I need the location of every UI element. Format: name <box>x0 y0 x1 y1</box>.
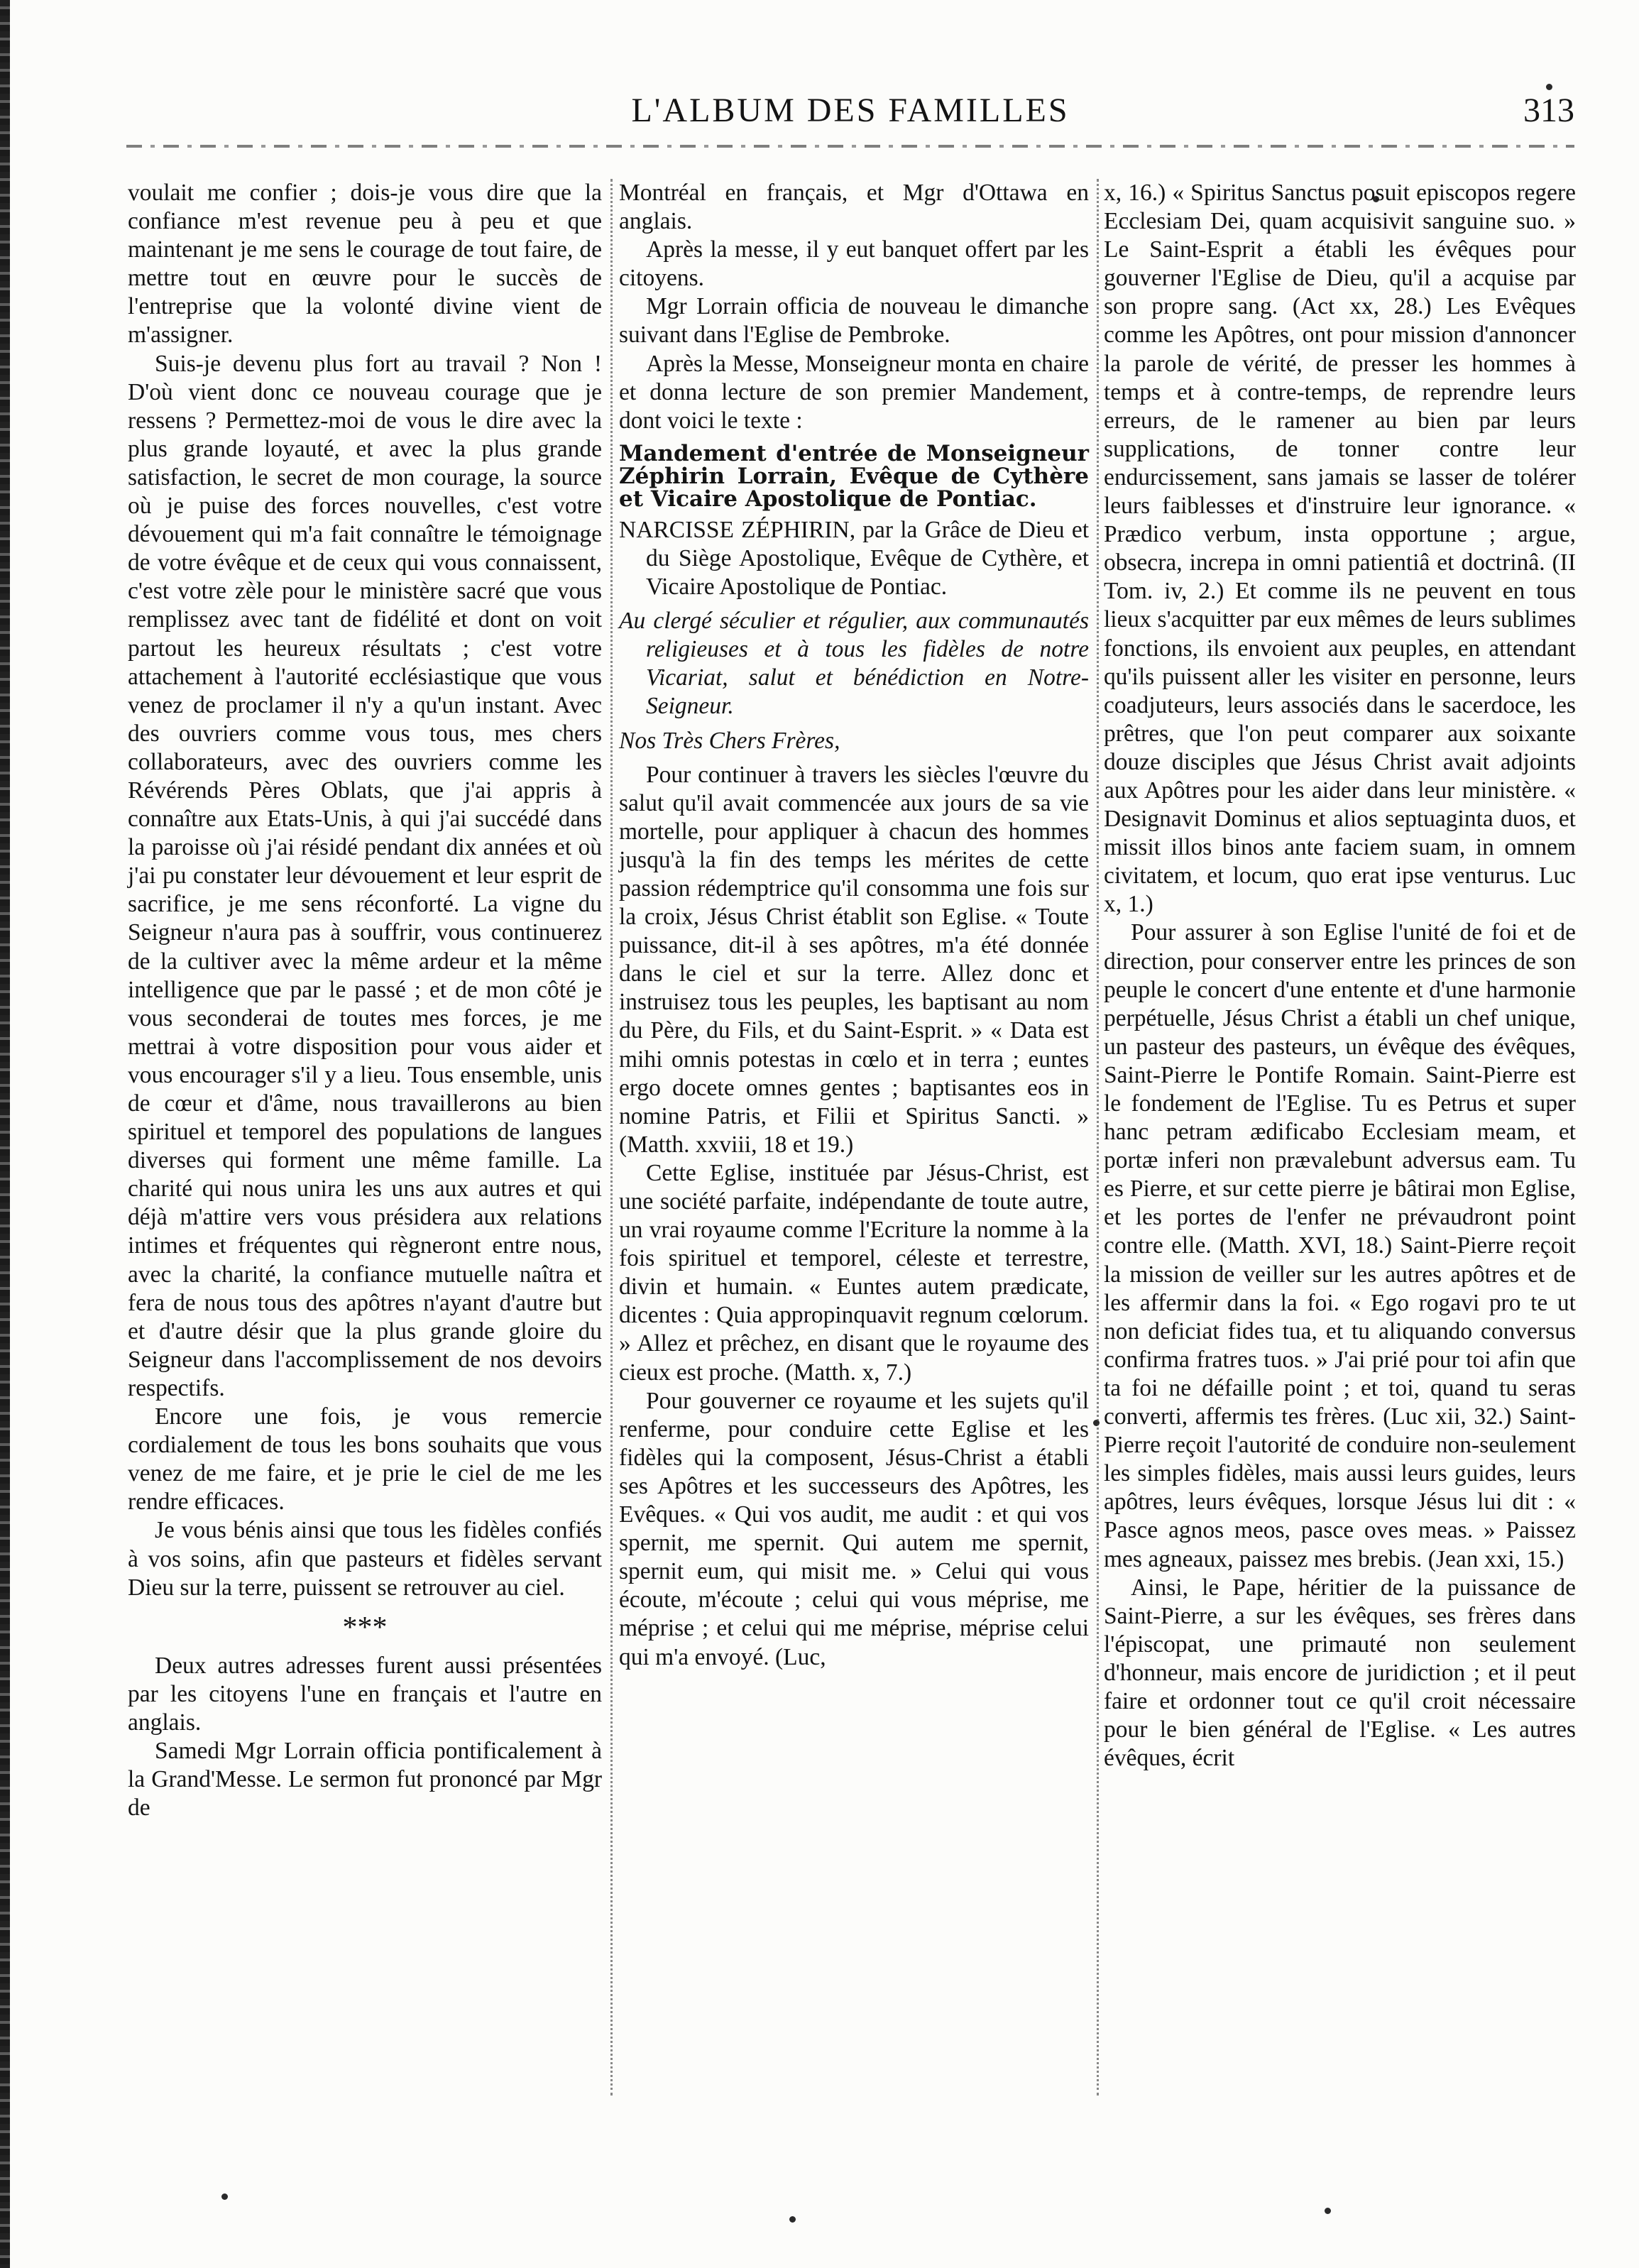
column-2 <box>619 179 1089 1672</box>
header-rule <box>126 145 1574 148</box>
running-title: L'ALBUM DES FAMILLES <box>631 92 1070 129</box>
paragraph: Encore une fois, je vous remercie cordialement de tous les bons souhaits que vous venez de me faire, et je prie le ciel de me les rendre efficaces. <box>128 1403 602 1516</box>
paragraph: Suis-je devenu plus fort au travail ? Non ! D'où vient donc ce nouveau courage que je ressens ? Permettez-moi de vous le dire avec la plus grande loyauté, et avec la plus grande satisfaction, le secret de mon courage, la source où je puise des forces nouvelles, c'est votre dévouement qui m'a fait connaître le témoignage de votre évêque et de ceux qui vous connaissent, c'est votre zèle pour le ministère sacré que vous remplissez avec tant de fidélité et dont on voit partout les heureux résultats ; c'est votre attachement à l'autorité ecclésiastique que vous venez de proclamer il n'y a qu'un instant. Avec des ouvriers comme vous tous, mes chers collaborateurs, avec des ouvriers comme les Révérends Pères Oblats, que j'ai appris à connaître aux Etats-Unis, à qui j'ai succédé dans la paroisse où j'ai résidé pendant dix années et où j'ai pu constater leur dévouement et leur esprit de sacrifice, je me sens réconforté. La vigne du Seigneur n'aura pas à souffrir, vous continuerez de la cultiver avec la même ardeur et la même intelligence que par le passé ; et de mon côté je vous seconderai de toutes mes forces, je me mettrai à votre disposition pour vous aider et vous encourager s'il y a lieu. Tous ensemble, unis de cœur et d'âme, nous travaillerons au bien spirituel et temporel des populations de langues diverses qui forment une même famille. La charité qui nous unira les uns aux autres et qui déjà m'attire vers vous présidera aux relations intimes et fréquentes qui règneront entre nous, avec la charité, la confiance mutuelle naîtra et fera de nous tous des apôtres n'ayant d'autre but et d'autre désir que la plus grande gloire du Seigneur dans l'accomplissement de nos devoirs respectifs. <box>128 350 602 1401</box>
page-number: 313 <box>1523 92 1574 129</box>
paragraph: Deux autres adresses furent aussi présentées par les citoyens l'une en français et l'autre en anglais. <box>128 1652 602 1736</box>
print-mark <box>221 2193 228 2200</box>
paragraph: voulait me confier ; dois-je vous dire que la confiance m'est revenue peu à peu et que maintenant je me sens le courage de tout faire, de mettre tout en œuvre pour le succès de l'entreprise que la volonté divine vient de m'assigner. <box>128 180 602 349</box>
section-asterism: *** <box>342 1611 388 1644</box>
paragraph: Après la messe, il y eut banquet offert par les citoyens. <box>619 236 1089 292</box>
salutation: Nos Très Chers Frères, <box>619 727 840 754</box>
addressees: Au clergé séculier et régulier, aux communautés religieuses et à tous les fidèles de notre Vicariat, salut et bénédiction en Notre-Seigneur. <box>619 608 1089 720</box>
bishop-intitulation: NARCISSE ZÉPHIRIN, par la Grâce de Dieu et du Siège Apostolique, Evêque de Cythère, et Vicaire Apostolique de Pontiac. <box>619 516 1089 601</box>
column-divider <box>1097 179 1099 2096</box>
column-1 <box>128 179 602 1822</box>
paragraph: x, 16.) « Spiritus Sanctus posuit episcopos regere Ecclesiam Dei, quam acquisivit sanguine suo. » Le Saint-Esprit a établi les évêques pour gouverner l'Eglise de Dieu, qu'il a acquise par son propre sang. (Act xx, 28.) Les Evêques comme les Apôtres, ont pour mission d'annoncer la parole de vérité, de presser les hommes à temps et à contre-temps, de reprendre leurs erreurs, de le ramener au bien par leurs supplications, de tonner contre leur endurcissement, sans jamais se lasser de tolérer leurs faiblesses et d'instruire leur ignorance. « Prædico verbum, insta opportune ; argue, obsecra, increpa in omni patientiâ et doctrinâ. (II Tom. iv, 2.) Et comme ils ne peuvent en tous lieux s'acquitter par eux mêmes de leurs sublimes fonctions, ils envoient aux peuples, en attendant qu'ils puissent aller les visiter en personne, leurs coadjuteurs, leurs associés dans le sacerdoce, les prêtres, que l'on peut comparer aux soixante douze disciples que Jésus Christ avait adjoints aux Apôtres pour les aider dans leur ministère. « Designavit Dominus et alios septuaginta duos, et missit illos binos ante faciem suam, in omnem civitatem, et locum, quo erat ipse venturus. Luc x, 1.) <box>1104 180 1576 918</box>
paragraph: Mgr Lorrain officia de nouveau le dimanche suivant dans l'Eglise de Pembroke. <box>619 293 1089 349</box>
paragraph: Ainsi, le Pape, héritier de la puissance de Saint-Pierre, a sur les évêques, ses frères dans l'épiscopat, une primauté non seulement d'honneur, mais encore de juridiction ; et il peut faire et ordonner tout ce qu'il croit nécessaire pour le bien général de l'Eglise. « Les autres évêques, écrit <box>1104 1574 1576 1772</box>
mandement-title: Mandement d'entrée de Monseigneur Zéphirin Lorrain, Evêque de Cythère et Vicaire Apostolique de Pontiac. <box>619 440 1089 512</box>
page-binding-edge <box>0 0 10 2268</box>
paragraph: Pour continuer à travers les siècles l'œuvre du salut qu'il avait commencée aux jours de sa vie mortelle, pour appliquer à chacun des hommes jusqu'à la fin des temps les mérites de cette passion rédemptrice qu'il consomma une fois sur la croix, Jésus Christ établit son Eglise. « Toute puissance, dit-il à ses apôtres, m'a été donnée dans le ciel et sur la terre. Allez donc et instruisez tous les peuples, les baptisant au nom du Père, du Fils, et du Saint-Esprit. » « Data est mihi omnis potestas in cœlo et in terra ; euntes ergo docete omnes gentes ; baptisantes eos in nomine Patris, et Filii et Spiritus Sancti. » (Matth. xxviii, 18 et 19.) <box>619 761 1089 1158</box>
paragraph: Après la Messe, Monseigneur monta en chaire et donna lecture de son premier Mandement, dont voici le texte : <box>619 350 1089 434</box>
paragraph: Samedi Mgr Lorrain officia pontificalement à la Grand'Messe. Le sermon fut prononcé par Mgr de <box>128 1737 602 1821</box>
page-header <box>126 91 1574 148</box>
paragraph: Je vous bénis ainsi que tous les fidèles confiés à vos soins, afin que pasteurs et fidèles servant Dieu sur la terre, puissent se retrouver au ciel. <box>128 1517 602 1601</box>
print-mark <box>1546 84 1552 90</box>
paragraph: Pour gouverner ce royaume et les sujets qu'il renferme, pour conduire cette Eglise et les fidèles qui la composent, Jésus-Christ a établi ses Apôtres et les successeurs des Apôtres, les Evêques. « Qui vos audit, me audit : et qui vos spernit, me spernit. Qui autem me spernit, spernit eum, qui misit me. » Celui qui vous écoute, m'écoute ; celui qui vous méprise, me méprise ; et celui qui me méprise, méprise celui qui m'a envoyé. (Luc, <box>619 1387 1089 1670</box>
column-3 <box>1104 179 1576 1773</box>
column-divider <box>610 179 613 2096</box>
print-mark <box>1325 2208 1331 2214</box>
paragraph: Pour assurer à son Eglise l'unité de foi et de direction, pour conserver entre les princes de son peuple le concert d'une entente et d'une harmonie perpétuelle, Jésus Christ a établi un chef unique, un pasteur des pasteurs, un évêque des évêques, Saint-Pierre le Pontife Romain. Saint-Pierre est le fondement de l'Eglise. Tu es Petrus et super hanc petram ædificabo Ecclesiam meam, et portæ inferi non prævalebunt adversus eam. Tu es Pierre, et sur cette pierre je bâtirai mon Eglise, et les portes de l'enfer ne prévaudront point contre elle. (Matth. XVI, 18.) Saint-Pierre reçoit la mission de veiller sur les autres apôtres et de les affermir dans la foi. « Ego rogavi pro te ut non deficiat fides tua, et tu aliquando conversus confirma fratres tuos. » J'ai prié pour toi afin que ta foi ne défaille point ; et toi, quand tu seras converti, affermis tes frères. (Luc xii, 32.) Saint-Pierre reçoit l'autorité de conduire non-seulement les simples fidèles, mais aussi leurs guides, leurs apôtres, leurs évêques, lorsque Jésus lui dit : « Pasce agnos meos, pasce oves meas. » Paissez mes agneaux, paissez mes brebis. (Jean xxi, 15.) <box>1104 919 1576 1572</box>
paragraph: Cette Eglise, instituée par Jésus-Christ, est une société parfaite, indépendante de toute autre, un vrai royaume comme l'Ecriture la nomme à la fois spirituel et temporel, céleste et terrestre, divin et humain. « Euntes autem prædicate, dicentes : Quia appropinquavit regnum cœlorum. » Allez et prêchez, en disant que le royaume des cieux est proche. (Matth. x, 7.) <box>619 1159 1089 1386</box>
paragraph: Montréal en français, et Mgr d'Ottawa en anglais. <box>619 180 1089 235</box>
print-mark <box>789 2216 796 2223</box>
